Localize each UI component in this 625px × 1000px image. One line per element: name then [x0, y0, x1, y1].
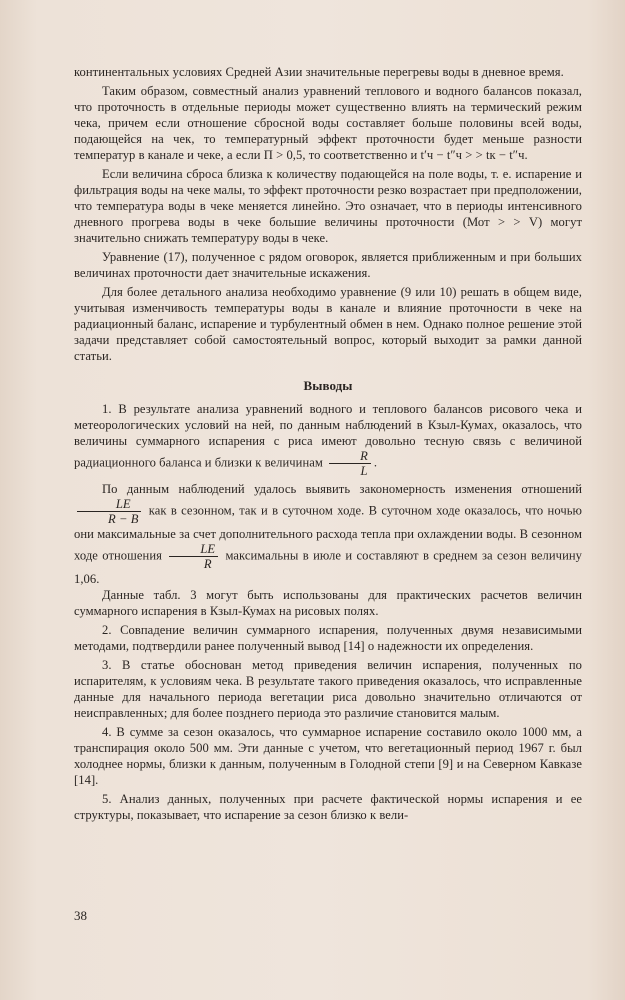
conclusion-1 — [74, 401, 582, 478]
conclusion-5: 5. Анализ данных, полученных при расчете фактической нормы испарения и ее структуры, показывает, что испарение за сезон близко к вели- — [74, 792, 582, 822]
paragraph: Для более детального анализа необходимо уравнение (9 или 10) решать в общем виде, учитывая изменчивость температуры воды в канале и влияние проточности в чеке на радиационный баланс, испарение и турбулентный обмен в нем. Однако полное решение этой задачи представляет собой самостоятельный вопрос, который выходит за рамки данной статьи. — [74, 285, 582, 363]
paragraph: Если величина сброса близка к количеству подающейся на поле воды, т. е. испарение и фильтрация воды на чеке малы, то эффект проточности резко возрастает при предположении, что температура воды в чеке меняется линейно. Это означает, что в периоды интенсивного дневного прогрева воды в чеке большие величины проточности (Мот > > V) могут значительно снижать температуру воды в чеке. — [74, 167, 582, 245]
conclusion-text: По данным наблюдений удалось выявить закономерность изменения отношений — [102, 482, 582, 496]
conclusion-text: . — [373, 455, 378, 470]
conclusion-2: 2. Совпадение величин суммарного испарения, полученных двумя независимыми методами, подтвердили ранее полученный вывод [14] о надежности их определения. — [74, 623, 582, 653]
paragraph: континентальных условиях Средней Азии значительные перегревы воды в дневное время. — [74, 65, 564, 79]
fraction-denominator: R − B — [108, 512, 139, 526]
fraction-r-over-l — [329, 449, 371, 478]
fraction-numerator: LE — [77, 497, 141, 512]
fraction-denominator: R — [203, 557, 212, 571]
page-number: 38 — [74, 908, 87, 923]
paragraph: Таким образом, совместный анализ уравнений теплового и водного балансов показал, что проточность в отдельные периоды может существенно влиять на термический режим чека, причем если отношение сбросной воды составляет больше половины всей воды, подающейся на чек, то температурный эффект проточности будет меньше разности температур в канале и чеке, а если П > 0,5, то соответственно и t′ч − t″ч > > tк − t″ч. — [74, 84, 582, 162]
conclusion-text: как в сезонном, так и в суточном ходе. В суточном ходе оказалось, что ночью они максимальные за счет дополнительного расхода тепла при охлаждении воды. В сезонном ходе отношения — [74, 503, 582, 563]
fraction-numerator: LE — [169, 542, 218, 557]
conclusion-text: максимальны в июле и составляют в среднем за сезон величину 1,06. — [74, 548, 582, 586]
paragraph: Данные табл. 3 могут быть использованы для практических расчетов величин суммарного испарения в Кзыл-Кумах на рисовых полях. — [74, 588, 582, 618]
fraction-le-over-r — [169, 542, 218, 571]
fraction-denominator: L — [360, 464, 368, 478]
conclusion-1-continued — [74, 481, 582, 587]
fraction-numerator: R — [329, 449, 371, 464]
conclusion-text: 1. В результате анализа уравнений водного и теплового балансов рисового чека и метеорологических условий на ней, по данным наблюдений в Кзыл-Кумах, оказалось, что величины суммарного испарения с риса имеют довольно тесную связь с величиной радиационного баланса и близки к величинам — [74, 402, 582, 470]
body-text — [74, 64, 582, 823]
conclusion-4: 4. В сумме за сезон оказалось, что суммарное испарение составило около 1000 мм, а транспирация около 500 мм. Эти данные с учетом, что вегетационный период 1967 г. был холоднее нормы, близки к данным, полученным в Голодной степи [9] и на Северном Кавказе [14]. — [74, 725, 582, 787]
section-heading: Выводы — [303, 378, 353, 393]
paragraph: Уравнение (17), полученное с рядом оговорок, является приближенным и при больших величинах проточности дает значительные искажения. — [74, 250, 582, 280]
fraction-le-over-r-minus-b — [77, 497, 141, 526]
conclusion-3: 3. В статье обоснован метод приведения величин испарения, полученных по испарителям, к условиям чека. В результате такого приведения оказалось, что исправленные данные для начального периода вегетации риса довольно значительно отличаются от неисправленных; для более позднего периода это различие становится малым. — [74, 658, 582, 720]
